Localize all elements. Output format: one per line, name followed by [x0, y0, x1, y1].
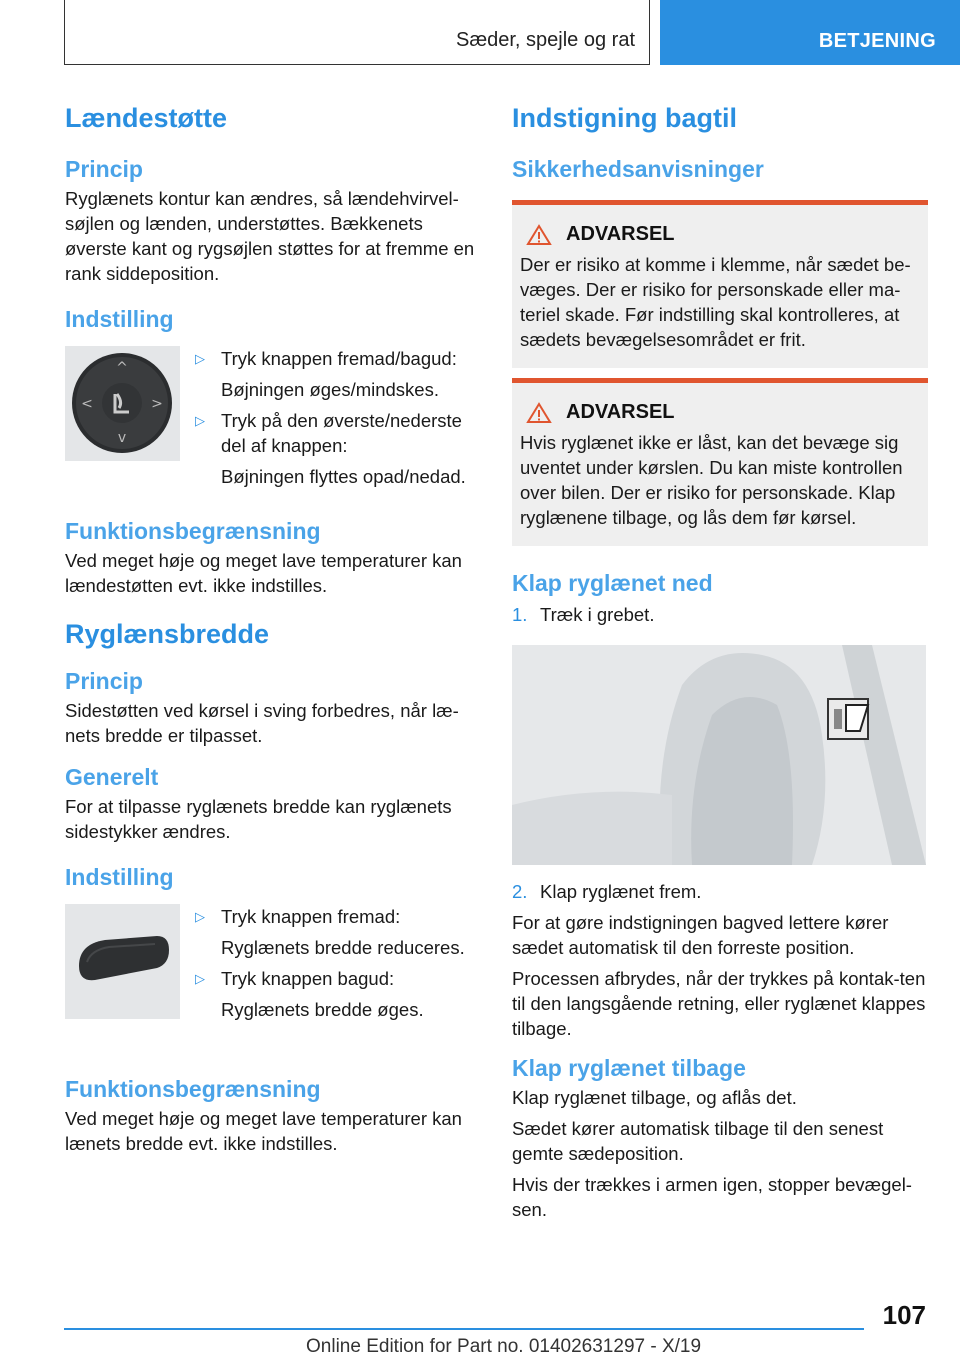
funktion-text: Ved meget høje og meget lave temperaturer kan lænets bredde evt. ikke indstilles. — [65, 1108, 462, 1154]
indstilling-heading: Indstilling — [65, 306, 174, 332]
section-title-lumbar: Lændestøtte — [65, 103, 227, 133]
warning-title: ADVARSEL — [526, 401, 920, 424]
numbered-step — [512, 879, 928, 904]
header-chapter-label: BETJENING — [818, 30, 936, 52]
funktion-heading: Funktionsbegrænsning — [65, 1076, 321, 1102]
header-chapter-tab — [660, 0, 960, 65]
step-result: Ryglænets bredde øges. — [221, 999, 424, 1020]
width-control-image — [65, 904, 180, 1019]
bullet-triangle-icon: ▷ — [195, 351, 205, 366]
warning-triangle-icon — [526, 224, 552, 246]
step-number: 1. — [512, 604, 528, 625]
width-steps — [65, 904, 477, 1054]
section-title-width: Ryglænsbredde — [65, 619, 270, 649]
warning-text: Der er risiko at komme i klemme, når sædet be-væges. Der er risiko for personskade eller ma-teriel skade. Før indstilling skal kontrolleres, at sædets bevægelsesområdet er frit. — [520, 254, 911, 350]
bullet-triangle-icon: ▷ — [195, 909, 205, 924]
warning-box — [512, 378, 928, 546]
princip-text: Sidestøtten ved kørsel i sving forbedres, når læ-nets bredde er tilpasset. — [65, 700, 459, 746]
right-column — [512, 100, 928, 1222]
warning-triangle-icon — [526, 402, 552, 424]
princip-text: Ryglænets kontur kan ændres, så lændehvirvel-søjlen og lænden, understøttes. Bækkenets øverste kant og rygsøjlen støttes for at fremme en rank siddeposition. — [65, 188, 475, 284]
indstilling-heading: Indstilling — [65, 864, 174, 890]
princip-heading: Princip — [65, 668, 143, 694]
warning-text: Hvis ryglænet ikke er låst, kan det bevæge sig uventet under kørslen. Du kan miste kontrollen over bilen. Der er risiko for personskade. Klap ryglænene tilbage, og lås dem før kørsel. — [520, 432, 903, 528]
step-result: Bøjningen øges/mindskes. — [221, 379, 439, 400]
list-item: ▷ Tryk på den øverste/nederste del af knappen: — [195, 410, 462, 456]
princip-heading: Princip — [65, 156, 143, 182]
svg-text:<: < — [81, 396, 93, 412]
list-item: ▷ Tryk knappen bagud: — [195, 968, 395, 989]
lumbar-steps — [65, 346, 477, 496]
warning-title: ADVARSEL — [526, 223, 920, 246]
left-column — [65, 100, 477, 1156]
safety-heading: Sikkerhedsanvisninger — [512, 156, 764, 182]
fold-back-heading: Klap ryglænet tilbage — [512, 1055, 746, 1081]
lumbar-control-image — [65, 346, 180, 461]
svg-text:^: ^ — [116, 360, 128, 376]
funktion-text: Ved meget høje og meget lave temperaturer kan lændestøtten evt. ikke indstilles. — [65, 550, 462, 596]
bullet-triangle-icon: ▷ — [195, 413, 205, 428]
step-result: Ryglænets bredde reduceres. — [221, 937, 465, 958]
footer-edition: Online Edition for Part no. 01402631297 - X/19 — [306, 1336, 702, 1357]
fold-down-heading: Klap ryglænet ned — [512, 570, 713, 596]
step-text: Træk i grebet. — [540, 604, 655, 625]
body-paragraph: For at gøre indstigningen bagved lettere kører sædet automatisk til den forreste position. — [512, 912, 889, 958]
header-box — [64, 0, 650, 65]
step-text: Klap ryglænet frem. — [540, 881, 702, 902]
numbered-step — [512, 602, 928, 627]
section-title-rear-entry: Indstigning bagtil — [512, 103, 737, 133]
body-paragraph: Hvis der trækkes i armen igen, stopper bevægel-sen. — [512, 1174, 912, 1220]
body-paragraph: Sædet kører automatisk tilbage til den senest gemte sædeposition. — [512, 1118, 884, 1164]
list-item: ▷ Tryk knappen fremad/bagud: — [195, 348, 457, 369]
body-paragraph: Processen afbrydes, når der trykkes på kontak-ten til den langsgående retning, eller ryglænet klappes tilbage. — [512, 968, 926, 1039]
body-paragraph: Klap ryglænet tilbage, og aflås det. — [512, 1087, 797, 1108]
bullet-triangle-icon: ▷ — [195, 971, 205, 986]
header-section-title: Sæder, spejle og rat — [456, 29, 635, 51]
step-result: Bøjningen flyttes opad/nedad. — [221, 466, 466, 487]
svg-text:>: > — [151, 396, 163, 412]
svg-text:v: v — [117, 430, 127, 446]
generelt-heading: Generelt — [65, 764, 159, 790]
funktion-heading: Funktionsbegrænsning — [65, 518, 321, 544]
generelt-text: For at tilpasse ryglænets bredde kan ryglænets sidestykker ændres. — [65, 796, 452, 842]
step-number: 2. — [512, 881, 528, 902]
list-item: ▷ Tryk knappen fremad: — [195, 906, 401, 927]
footer-rule — [64, 1328, 864, 1330]
warning-box — [512, 200, 928, 368]
page-number: 107 — [882, 1300, 926, 1330]
seat-lever-photo — [512, 645, 926, 865]
